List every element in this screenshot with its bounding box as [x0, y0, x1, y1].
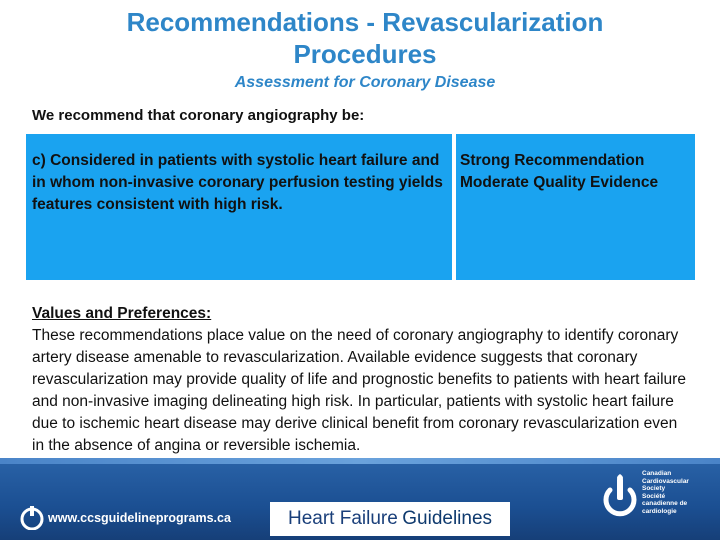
- values-heading: Values and Preferences:: [32, 305, 212, 322]
- ccs-line-2: Cardiovascular: [642, 477, 689, 485]
- ccs-society-text: [642, 470, 716, 515]
- values-body: These recommendations place value on the need of coronary angiography to identify coronary artery disease amenable to revascularization. Available evidence suggests that coronary revascularization may provide quality of life and prognostic benefits to patients with heart failure and non-invasive imaging delineating high risk. In particular, patients with systolic heart failure due to ischemic heart disease may derive clinical benefit from coronary revascularization even in the absence of angina or reversible ischemia.: [32, 327, 686, 454]
- ccs-line-5: canadienne de: [642, 500, 688, 507]
- slide-subtitle: Assessment for Coronary Disease: [234, 74, 496, 91]
- recommendation-header-text: We recommend that coronary angiography be:: [32, 107, 365, 124]
- recommendation-table: [26, 102, 695, 280]
- recommendation-text: c) Considered in patients with systolic heart failure and in whom non-invasive coronary perfusion testing yields features consistent with high risk.: [32, 152, 443, 213]
- evidence-cell: [456, 134, 695, 280]
- slide-title: Recommendations - Revascularization Procedures: [126, 7, 604, 69]
- ccs-line-3: Society: [642, 485, 666, 492]
- evidence-strength: [460, 150, 658, 194]
- footer-label-part-1: Heart Failure: [287, 508, 398, 529]
- recommendation-header: [26, 102, 695, 134]
- strength-line-1: Strong Recommendation: [460, 152, 645, 169]
- ccs-logo-icon: [602, 472, 638, 520]
- ccs-line-4: Société: [642, 492, 666, 500]
- ccs-line-6: cardiologie: [642, 507, 677, 515]
- footer-accent-band: [0, 458, 720, 464]
- footer-label-part-2: Guidelines: [402, 508, 493, 529]
- ccs-line-1: Canadian: [642, 470, 672, 477]
- footer-url-link[interactable]: www.ccsguidelineprograms.ca: [48, 511, 231, 525]
- recommendation-cell: [26, 134, 452, 280]
- strength-line-2: Moderate Quality Evidence: [460, 174, 659, 191]
- footer-guidelines-label: [270, 502, 510, 536]
- values-section: [32, 303, 692, 457]
- ccs-swirl-icon: [18, 504, 46, 530]
